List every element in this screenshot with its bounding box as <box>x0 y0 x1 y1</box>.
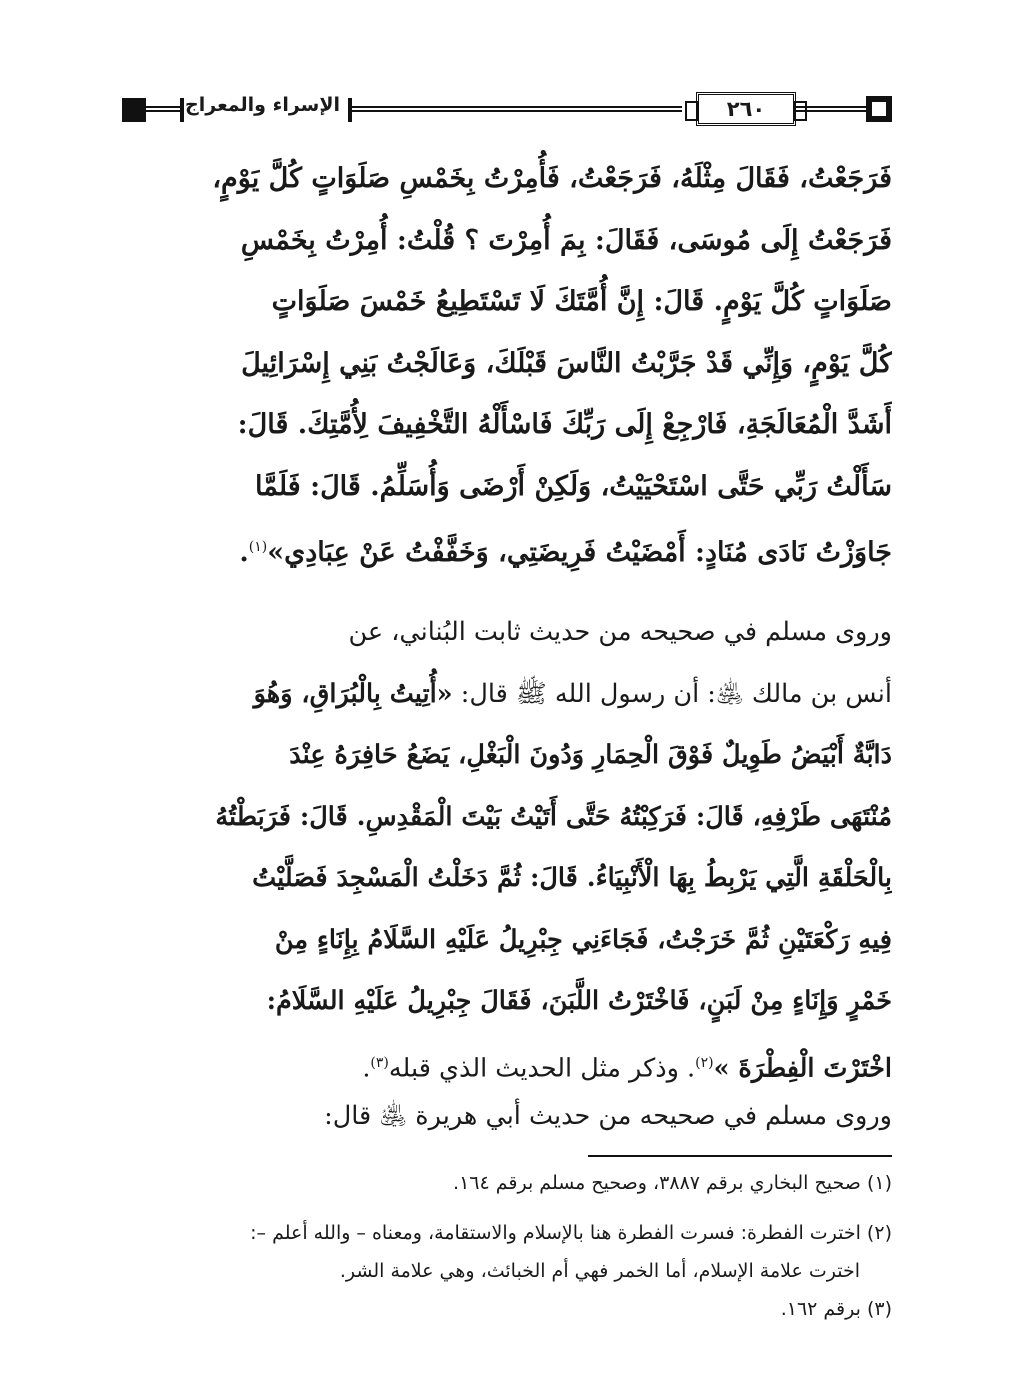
narration-tail: . وذكر مثل الحديث الذي قبله <box>388 1053 696 1083</box>
header-divider-bar <box>348 98 352 122</box>
footnote-ref-3: (٣) <box>370 1054 389 1071</box>
text-line: فَرَجَعْتُ إِلَى مُوسَى، فَقَالَ: بِمَ أُمِرْتَ ؟ قُلْتُ: أُمِرْتُ بِخَمْسِ <box>240 224 892 256</box>
text-line: أَشَدَّ الْمُعَالَجَةِ، فَارْجِعْ إِلَى رَبِّكَ فَاسْأَلْهُ التَّخْفِيفَ لِأُمَّتِكَ. قَالَ: <box>237 409 892 440</box>
footnote-ref-2: (٢) <box>695 1054 714 1071</box>
last-line-text: جَاوَزْتُ نَادَى مُنَادٍ: أَمْضَيْتُ فَرِيضَتِي، وَخَفَّفْتُ عَنْ عِبَادِي» <box>267 537 892 568</box>
hadith-start: «أُتِيتُ بِالْبُرَاقِ، وَهُوَ <box>253 678 453 709</box>
footnotes <box>122 1164 892 1328</box>
narration-intro: أنس بن مالك ﵁: أن رسول الله ﷺ قال: <box>452 678 892 709</box>
line-end: . <box>362 1053 371 1083</box>
page-number-frame <box>696 92 796 126</box>
line-end: . <box>239 537 249 568</box>
text-line: بِالْحَلْقَةِ الَّتِي يَرْبِطُ بِهَا الْأَنْبِيَاءُ. قَالَ: ثُمَّ دَخَلْتُ الْمَسْجِدَ فَصَلَّيْتُ <box>252 863 892 893</box>
footnote-ref-1: (١) <box>248 539 268 555</box>
text-line: صَلَوَاتٍ كُلَّ يَوْمٍ. قَالَ: إِنَّ أُمَّتَكَ لَا تَسْتَطِيعُ خَمْسَ صَلَوَاتٍ <box>271 286 892 317</box>
text-line: سَأَلْتُ رَبِّي حَتَّى اسْتَحْيَيْتُ، وَلَكِنْ أَرْضَى وَأُسَلِّمُ. قَالَ: فَلَمَّا <box>255 470 892 502</box>
narration-paragraph-3 <box>122 1086 892 1148</box>
footnote-separator <box>588 1155 892 1157</box>
footnote-2: (٢) اخترت الفطرة: فسرت الفطرة هنا بالإسلام والاستقامة، ومعناه – والله أعلم –: <box>250 1222 892 1244</box>
page-number: ٢٦٠ <box>726 97 766 121</box>
text-line: وروى مسلم في صحيحه من حديث ثابت البُناني، عن <box>348 617 892 647</box>
header-ornament-square <box>866 96 892 122</box>
text-line: مُنْتَهَى طَرْفِهِ، قَالَ: فَرَكِبْتُهُ حَتَّى أَتَيْتُ بَيْتَ الْمَقْدِسِ. قَالَ: فَرَبَطْتُهُ <box>215 801 892 832</box>
footnote-1: (١) صحيح البخاري برقم ٣٨٨٧، وصحيح مسلم برقم ١٦٤. <box>453 1172 892 1194</box>
page-header <box>122 92 892 134</box>
text-line: كُلَّ يَوْمٍ، وَإِنِّي قَدْ جَرَّبْتُ النَّاسَ قَبْلَكَ، وَعَالَجْتُ بَنِي إِسْرَائِيلَ <box>241 347 892 379</box>
header-ornament-block <box>122 98 146 122</box>
text-line: فَرَجَعْتُ، فَقَالَ مِثْلَهُ، فَرَجَعْتُ، فَأُمِرْتُ بِخَمْسِ صَلَوَاتٍ كُلَّ يَوْمٍ، <box>212 163 892 194</box>
header-rule-middle <box>350 106 682 112</box>
text-line <box>122 664 892 726</box>
footnote-2-continued: اخترت علامة الإسلام، أما الخمر فهي أم الخبائث، وهي علامة الشر. <box>339 1260 860 1282</box>
hadith-paragraph-1 <box>122 148 892 584</box>
book-title: الإسراء والمعراج <box>185 94 340 116</box>
text-line: دَابَّةٌ أَبْيَضُ طَوِيلٌ فَوْقَ الْحِمَارِ وَدُونَ الْبَغْلِ، يَضَعُ حَافِرَهُ عِنْدَ <box>289 740 892 770</box>
text-line: فِيهِ رَكْعَتَيْنِ ثُمَّ خَرَجْتُ، فَجَاءَنِي جِبْرِيلُ عَلَيْهِ السَّلَامُ بِإِنَاءٍ مِنْ <box>274 924 892 955</box>
narration-paragraph-2 <box>122 602 892 1100</box>
text-line: وروى مسلم في صحيحه من حديث أبي هريرة ﵁ قال: <box>324 1101 892 1131</box>
hadith-end: اخْتَرْتَ الْفِطْرَةَ » <box>713 1053 892 1083</box>
header-divider-bar-left <box>180 98 184 122</box>
text-line-last <box>122 517 892 584</box>
text-line: خَمْرٍ وَإِنَاءٍ مِنْ لَبَنٍ، فَاخْتَرْتُ اللَّبَنَ، فَقَالَ جِبْرِيلُ عَلَيْهِ السَّلَامُ: <box>266 986 892 1016</box>
footnote-3: (٣) برقم ١٦٢. <box>780 1298 892 1320</box>
header-rule-left <box>146 106 180 112</box>
